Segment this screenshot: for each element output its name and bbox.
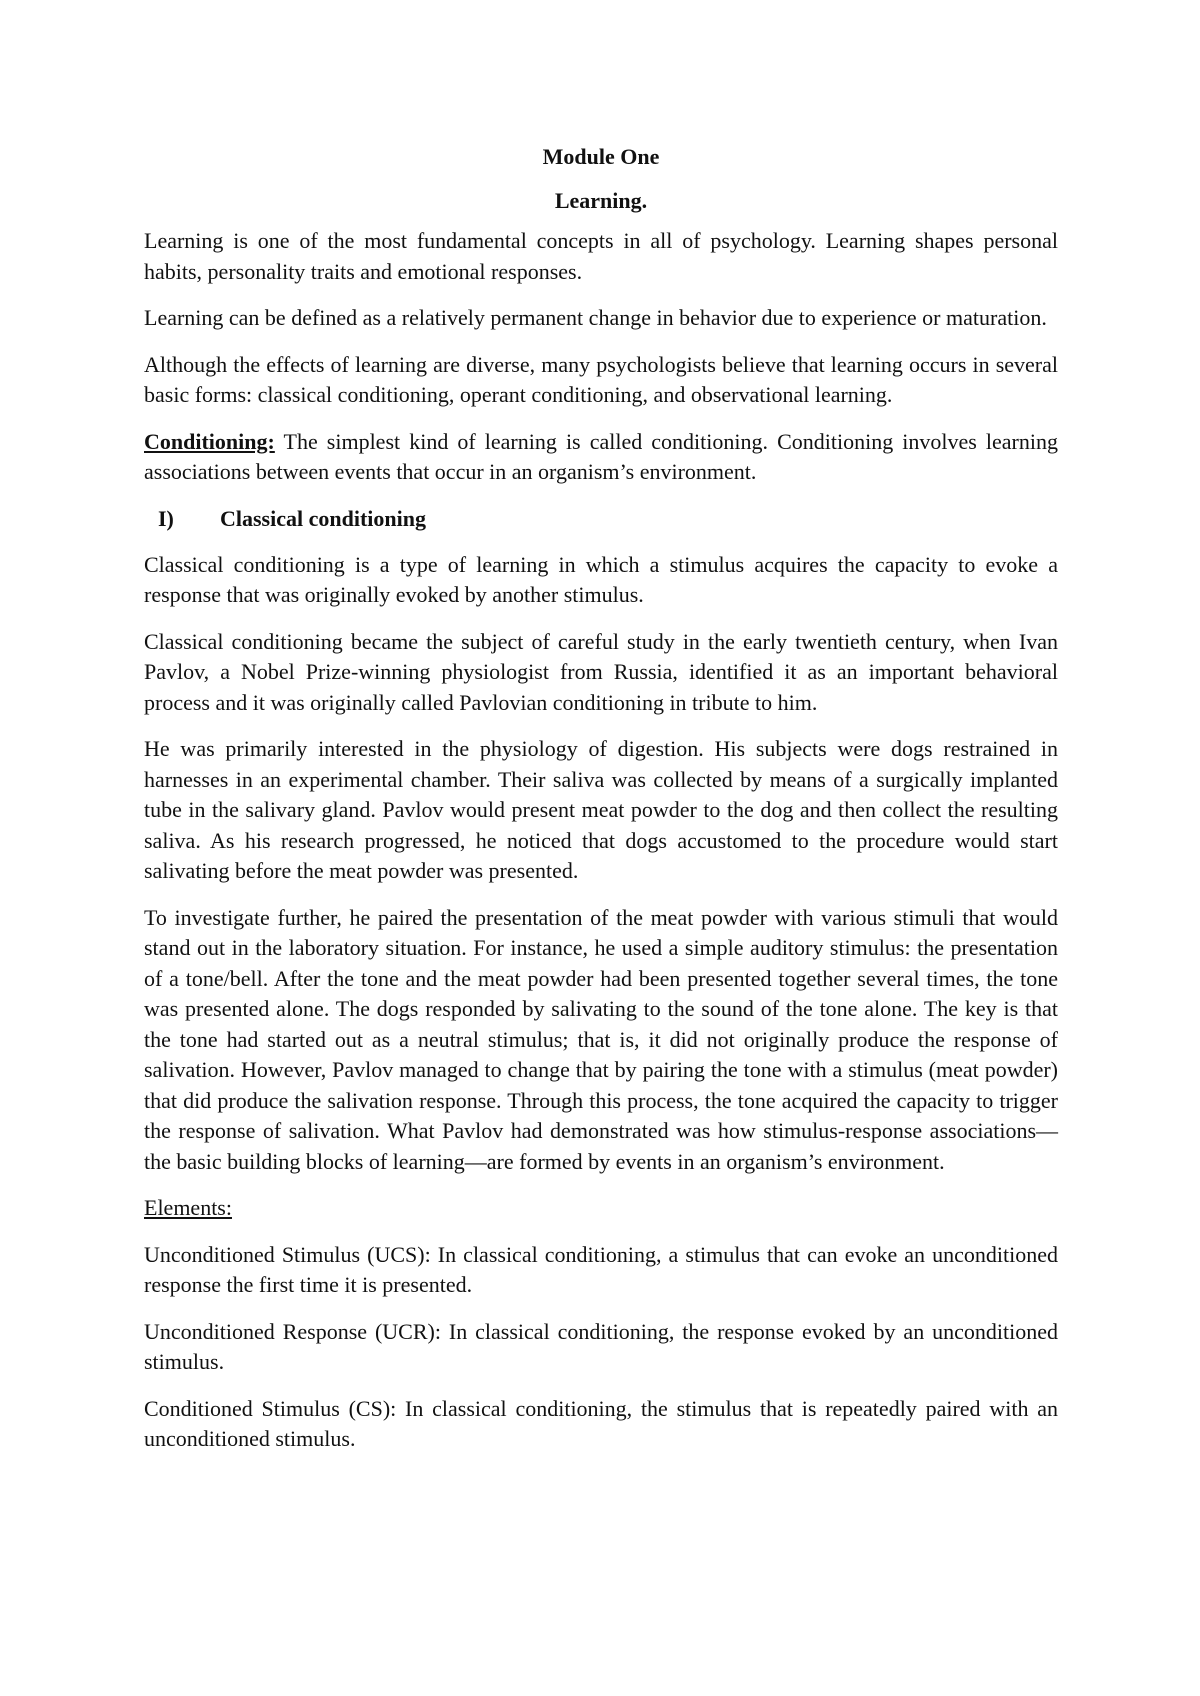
- section-heading: [144, 504, 1058, 534]
- intro-paragraph: Although the effects of learning are diverse, many psychologists believe that learning occurs in several basic forms: classical conditioning, operant conditioning, and observational learning.: [144, 351, 1058, 407]
- body-paragraph: To investigate further, he paired the presentation of the meat powder with various stimuli that would stand out in the laboratory situation. For instance, he used a simple auditory stimulus: the presentation of a tone/bell. After the tone and the meat powder had been presented together several times, the tone was presented alone. The dogs responded by salivating to the sound of the tone alone. The key is that the tone had started out as a neutral stimulus; that is, it did not originally produce the response of salivation. However, Pavlov managed to change that by pairing the tone with a stimulus (meat powder) that did produce the salivation response. Through this process, the tone acquired the capacity to trigger the response of salivation. What Pavlov had demonstrated was how stimulus-response associations—the basic building blocks of learning—are formed by events in an organism’s environment.: [144, 904, 1058, 1174]
- element-definition: Unconditioned Stimulus (UCS): In classical conditioning, a stimulus that can evoke an unconditioned response the first time it is presented.: [144, 1241, 1058, 1297]
- body-paragraph: Classical conditioning is a type of learning in which a stimulus acquires the capacity to evoke a response that was originally evoked by another stimulus.: [144, 551, 1058, 607]
- body-paragraph: He was primarily interested in the physiology of digestion. His subjects were dogs restrained in harnesses in an experimental chamber. Their saliva was collected by means of a surgically implanted tube in the salivary gland. Pavlov would present meat powder to the dog and then collect the resulting saliva. As his research progressed, he noticed that dogs accustomed to the procedure would start salivating before the meat powder was presented.: [144, 736, 1058, 883]
- element-definition: Conditioned Stimulus (CS): In classical conditioning, the stimulus that is repeatedly paired with an unconditioned stimulus.: [144, 1395, 1058, 1451]
- section-number: I): [158, 505, 174, 531]
- intro-paragraph: Learning can be defined as a relatively permanent change in behavior due to experience or maturation.: [144, 305, 1047, 330]
- section-title: Classical conditioning: [220, 505, 426, 531]
- module-title: Module One: [542, 144, 660, 169]
- document-body: [144, 142, 1058, 1471]
- module-subtitle: Learning.: [554, 188, 648, 213]
- elements-label-paragraph: [144, 1193, 1058, 1224]
- elements-label: Elements:: [144, 1195, 232, 1220]
- intro-paragraph: Learning is one of the most fundamental concepts in all of psychology. Learning shapes personal habits, personality traits and emotional responses.: [144, 228, 1058, 284]
- conditioning-paragraph: [144, 427, 1058, 488]
- body-paragraph: Classical conditioning became the subject of careful study in the early twentieth century, when Ivan Pavlov, a Nobel Prize-winning physiologist from Russia, identified it as an important behavioral process and it was originally called Pavlovian conditioning in tribute to him.: [144, 628, 1058, 715]
- element-definition: Unconditioned Response (UCR): In classical conditioning, the response evoked by an unconditioned stimulus.: [144, 1318, 1058, 1374]
- conditioning-label: Conditioning:: [144, 428, 275, 454]
- conditioning-text: The simplest kind of learning is called conditioning. Conditioning involves learning associations between events that occur in an organism’s environment.: [144, 428, 1058, 484]
